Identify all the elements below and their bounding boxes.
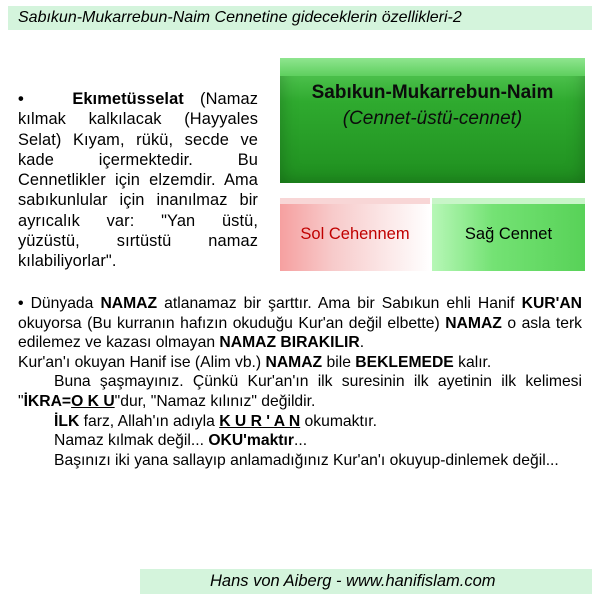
top-box-face bbox=[280, 58, 585, 76]
text-span: Dünyada bbox=[23, 295, 101, 312]
text-span: Buna şaşmayınız. Çünkü Kur'an'ın ilk suresinin ilk ayetinin ilk kelimesi " bbox=[18, 373, 582, 410]
paragraph-5 bbox=[18, 431, 582, 451]
left-paragraph-text: (Namaz kılmak kalkılacak (Hayyales Selat) Kıyam, rükü, secde ve kade içermektedir. Bu Cennetlikler için elzemdir. Ama sabıkunlular için inanılmaz bir ayrıcalık var: "Yan üstü, yüzüstü, sırtüstü namaz kılabiliyorlar". bbox=[18, 90, 258, 271]
text-span: Namaz kılmak değil... bbox=[54, 432, 209, 450]
bold-span: İLK bbox=[54, 412, 80, 430]
text-span: "dur, "Namaz kılınız" değildir. bbox=[114, 392, 316, 410]
top-box-subtitle: (Cennet-üstü-cennet) bbox=[342, 108, 523, 129]
page-title: Sabıkun-Mukarrebun-Naim Cennetine gideceklerin özellikleri-2 bbox=[18, 9, 462, 26]
left-box-label: Sol Cehennem bbox=[300, 225, 410, 243]
top-box-title: Sabıkun-Mukarrebun-Naim bbox=[311, 82, 554, 103]
text-span: farz, Allah'ın adıyla bbox=[79, 412, 220, 430]
bold-span: NAMAZ bbox=[265, 353, 323, 371]
text-span: Kur'an'ı okuyan Hanif ise (Alim vb.) bbox=[18, 353, 266, 371]
bold-span: NAMAZ bbox=[445, 314, 502, 332]
bold-span: İKRA= bbox=[23, 392, 72, 410]
text-span: . bbox=[359, 334, 365, 352]
term-ekimetusselat: Ekımetüsselat bbox=[72, 90, 184, 108]
text-span: ... bbox=[294, 432, 308, 450]
footer-credit: Hans von Aiberg - www.hanifislam.com bbox=[210, 572, 496, 590]
right-box-label: Sağ Cennet bbox=[464, 225, 553, 243]
text-span: atlanamaz bir şarttır. Ama bir Sabıkun ehli Hanif bbox=[157, 295, 522, 312]
paragraph-2 bbox=[18, 353, 582, 373]
bold-span: OKU'maktır bbox=[208, 432, 294, 450]
text-span: okumaktır. bbox=[300, 412, 377, 430]
paragraph-4 bbox=[18, 412, 582, 432]
text-span: bile bbox=[322, 353, 356, 371]
text-span: kalır. bbox=[453, 353, 492, 371]
bold-span: KUR'AN bbox=[521, 295, 582, 312]
paragraph-3 bbox=[18, 372, 582, 411]
bold-span: BEKLEMEDE bbox=[355, 353, 454, 371]
bold-span: NAMAZ BIRAKILIR bbox=[219, 334, 360, 352]
underlined-span: O K U bbox=[71, 392, 115, 410]
left-paragraph bbox=[18, 89, 258, 272]
bullet-icon: • bbox=[18, 295, 24, 312]
paragraph-6 bbox=[18, 451, 582, 471]
main-text bbox=[18, 294, 582, 470]
text-span: Başınızı iki yana sallayıp anlamadığınız Kur'an'ı okuyup-dinlemek değil... bbox=[54, 451, 559, 469]
underlined-span: K U R ' A N bbox=[219, 412, 301, 430]
paragraph-1 bbox=[18, 294, 582, 353]
text-span: o asla terk edilemez ve kazası olmayan bbox=[18, 314, 583, 352]
bold-span: NAMAZ bbox=[100, 295, 158, 312]
text-span: okuyorsa (Bu kurranın hafızın okuduğu Kur'an değil elbette) bbox=[18, 314, 446, 332]
paradise-diagram bbox=[270, 50, 600, 290]
bullet-icon: • bbox=[18, 90, 24, 108]
